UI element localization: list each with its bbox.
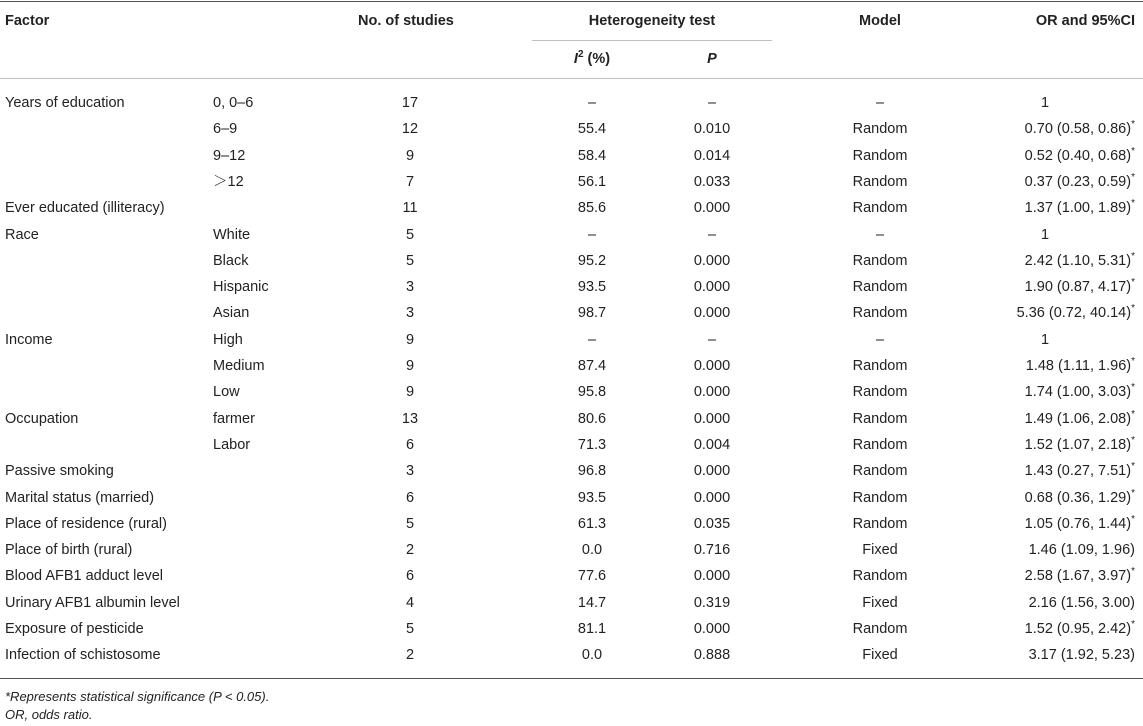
cell-i2: 98.7 [577, 305, 607, 321]
cell-studies: 13 [401, 411, 419, 427]
cell-studies: 9 [405, 332, 415, 348]
cell-or [940, 304, 1135, 322]
cell-i2: 61.3 [577, 516, 607, 532]
cell-p: 0.888 [693, 647, 731, 663]
cell-model: – [875, 227, 885, 243]
or-value: 0.70 (0.58, 0.86) [1024, 121, 1132, 137]
cell-p: 0.000 [693, 568, 731, 584]
cell-p: 0.004 [693, 437, 731, 453]
cell-p: – [707, 332, 717, 348]
header-p: P [707, 51, 717, 67]
or-value: 1 [1040, 227, 1050, 243]
cell-model: Random [852, 305, 908, 321]
cell-model: Random [852, 568, 908, 584]
significance-marker: * [1131, 409, 1135, 421]
header-heterogeneity: Heterogeneity test [588, 13, 716, 29]
cell-i2: 71.3 [577, 437, 607, 453]
cell-model: Random [852, 253, 908, 269]
cell-i2: 95.8 [577, 384, 607, 400]
or-value: 1.52 (0.95, 2.42) [1024, 621, 1132, 637]
significance-marker: * [1131, 435, 1135, 447]
or-value: 1.74 (1.00, 3.03) [1024, 384, 1132, 400]
cell-i2: 55.4 [577, 121, 607, 137]
cell-or [1000, 94, 1090, 112]
cell-model: Random [852, 174, 908, 190]
cell-factor: Exposure of pesticide [5, 621, 144, 637]
footnote-significance: *Represents statistical significance (P < 0.05). [5, 689, 270, 704]
cell-studies: 2 [405, 647, 415, 663]
cell-i2: – [587, 227, 597, 243]
header-i2: $I^2$ (%) [573, 49, 611, 67]
significance-marker: * [1131, 488, 1135, 500]
cell-factor: Race [5, 227, 39, 243]
or-value: 1.46 (1.09, 1.96) [1028, 542, 1135, 558]
cell-i2: 95.2 [577, 253, 607, 269]
cell-subgroup: Hispanic [213, 279, 269, 295]
cell-i2: 87.4 [577, 358, 607, 374]
heterogeneity-rule [532, 40, 772, 41]
cell-or [940, 147, 1135, 165]
cell-subgroup: 6–9 [213, 121, 238, 137]
cell-subgroup: ＞12 [213, 174, 244, 190]
cell-studies: 7 [405, 174, 415, 190]
or-value: 1.43 (0.27, 7.51) [1024, 463, 1132, 479]
cell-or [940, 646, 1135, 664]
or-value: 1.49 (1.06, 2.08) [1024, 411, 1132, 427]
cell-p: 0.000 [693, 463, 731, 479]
cell-p: 0.033 [693, 174, 731, 190]
cell-or [940, 278, 1135, 296]
cell-p: 0.000 [693, 411, 731, 427]
or-value: 5.36 (0.72, 40.14) [1016, 305, 1132, 321]
significance-marker: * [1131, 198, 1135, 210]
significance-marker: * [1131, 277, 1135, 289]
cell-studies: 3 [405, 305, 415, 321]
cell-subgroup: Medium [213, 358, 265, 374]
cell-factor: Place of birth (rural) [5, 542, 133, 558]
cell-factor: Passive smoking [5, 463, 114, 479]
cell-studies: 2 [405, 542, 415, 558]
significance-marker: * [1131, 566, 1135, 578]
cell-subgroup: Labor [213, 437, 251, 453]
cell-or [940, 173, 1135, 191]
table-bottom-rule [0, 678, 1143, 679]
cell-subgroup: 0, 0–6 [213, 95, 254, 111]
cell-model: – [875, 332, 885, 348]
cell-subgroup: High [213, 332, 243, 348]
cell-i2: 0.0 [581, 647, 603, 663]
significance-marker: * [1131, 146, 1135, 158]
cell-model: Random [852, 279, 908, 295]
cell-p: 0.000 [693, 200, 731, 216]
cell-model: Random [852, 463, 908, 479]
cell-model: Fixed [862, 542, 898, 558]
cell-or [940, 120, 1135, 138]
cell-model: Random [852, 621, 908, 637]
cell-p: 0.000 [693, 279, 731, 295]
cell-studies: 5 [405, 621, 415, 637]
cell-p: 0.000 [693, 490, 731, 506]
cell-studies: 9 [405, 358, 415, 374]
header-or: OR and 95%CI [1035, 13, 1135, 29]
cell-model: Random [852, 437, 908, 453]
significance-marker: * [1131, 119, 1135, 131]
cell-p: 0.000 [693, 253, 731, 269]
or-value: 2.16 (1.56, 3.00) [1028, 595, 1135, 611]
table-top-rule [0, 1, 1143, 2]
cell-or [940, 252, 1135, 270]
or-value: 0.68 (0.36, 1.29) [1024, 490, 1132, 506]
significance-marker: * [1131, 303, 1135, 315]
cell-p: 0.000 [693, 384, 731, 400]
cell-studies: 3 [405, 463, 415, 479]
cell-or [940, 199, 1135, 217]
cell-subgroup: Low [213, 384, 240, 400]
cell-model: Random [852, 148, 908, 164]
or-value: 0.52 (0.40, 0.68) [1024, 148, 1132, 164]
cell-p: 0.035 [693, 516, 731, 532]
cell-i2: 93.5 [577, 490, 607, 506]
cell-subgroup: Asian [213, 305, 250, 321]
cell-subgroup: 9–12 [213, 148, 246, 164]
cell-model: – [875, 95, 885, 111]
cell-studies: 3 [405, 279, 415, 295]
significance-marker: * [1131, 461, 1135, 473]
cell-or [940, 357, 1135, 375]
cell-or [940, 620, 1135, 638]
cell-or [940, 567, 1135, 585]
cell-or [940, 383, 1135, 401]
cell-subgroup: farmer [213, 411, 255, 427]
cell-studies: 6 [405, 490, 415, 506]
cell-or [1000, 331, 1090, 349]
cell-factor: Infection of schistosome [5, 647, 161, 663]
or-value: 1.48 (1.11, 1.96) [1025, 358, 1132, 374]
cell-factor: Ever educated (illiteracy) [5, 200, 165, 216]
or-value: 1.37 (1.00, 1.89) [1024, 200, 1132, 216]
cell-i2: 14.7 [577, 595, 607, 611]
cell-or [940, 489, 1135, 507]
cell-factor: Place of residence (rural) [5, 516, 167, 532]
cell-i2: – [587, 95, 597, 111]
or-value: 3.17 (1.92, 5.23) [1028, 647, 1135, 663]
cell-or [1000, 226, 1090, 244]
or-value: 2.42 (1.10, 5.31) [1024, 253, 1132, 269]
cell-studies: 11 [402, 200, 418, 216]
header-model: Model [859, 13, 901, 29]
cell-or [940, 541, 1135, 559]
cell-or [940, 410, 1135, 428]
significance-marker: * [1131, 382, 1135, 394]
cell-i2: 0.0 [581, 542, 603, 558]
cell-studies: 17 [401, 95, 419, 111]
cell-p: 0.319 [693, 595, 731, 611]
significance-marker: * [1131, 251, 1135, 263]
or-value: 1.90 (0.87, 4.17) [1024, 279, 1132, 295]
footnote-or-abbrev: OR, odds ratio. [5, 707, 93, 722]
or-value: 1 [1040, 332, 1050, 348]
cell-model: Random [852, 200, 908, 216]
cell-or [940, 436, 1135, 454]
or-value: 1.05 (0.76, 1.44) [1024, 516, 1132, 532]
cell-p: – [707, 227, 717, 243]
cell-i2: 81.1 [577, 621, 607, 637]
header-bottom-rule [0, 78, 1143, 79]
cell-p: 0.010 [693, 121, 731, 137]
cell-factor: Blood AFB1 adduct level [5, 568, 163, 584]
cell-i2: 85.6 [577, 200, 607, 216]
cell-studies: 9 [405, 148, 415, 164]
significance-marker: * [1131, 514, 1135, 526]
cell-factor: Marital status (married) [5, 490, 155, 506]
cell-factor: Occupation [5, 411, 79, 427]
cell-i2: 58.4 [577, 148, 607, 164]
cell-studies: 6 [405, 437, 415, 453]
cell-model: Random [852, 384, 908, 400]
header-studies: No. of studies [358, 13, 454, 29]
cell-or [940, 594, 1135, 612]
cell-model: Fixed [862, 647, 898, 663]
or-value: 1 [1040, 95, 1050, 111]
header-factor: Factor [5, 13, 50, 29]
cell-p: 0.716 [693, 542, 731, 558]
cell-i2: 93.5 [577, 279, 607, 295]
significance-marker: * [1131, 356, 1135, 368]
cell-studies: 6 [405, 568, 415, 584]
cell-factor: Years of education [5, 95, 125, 111]
cell-factor: Income [5, 332, 53, 348]
cell-model: Random [852, 516, 908, 532]
cell-model: Random [852, 121, 908, 137]
cell-i2: 96.8 [577, 463, 607, 479]
cell-or [940, 462, 1135, 480]
cell-or [940, 515, 1135, 533]
cell-p: 0.014 [693, 148, 731, 164]
cell-studies: 12 [401, 121, 419, 137]
cell-i2: – [587, 332, 597, 348]
cell-factor: Urinary AFB1 albumin level [5, 595, 180, 611]
cell-p: 0.000 [693, 621, 731, 637]
cell-model: Random [852, 411, 908, 427]
cell-p: 0.000 [693, 358, 731, 374]
cell-subgroup: Black [213, 253, 249, 269]
cell-p: 0.000 [693, 305, 731, 321]
cell-studies: 5 [405, 516, 415, 532]
or-value: 1.52 (1.07, 2.18) [1024, 437, 1132, 453]
cell-subgroup: White [213, 227, 251, 243]
cell-model: Random [852, 490, 908, 506]
cell-model: Random [852, 358, 908, 374]
or-value: 0.37 (0.23, 0.59) [1024, 174, 1132, 190]
cell-i2: 80.6 [577, 411, 607, 427]
cell-studies: 5 [405, 253, 415, 269]
or-value: 2.58 (1.67, 3.97) [1024, 568, 1132, 584]
cell-studies: 9 [405, 384, 415, 400]
cell-i2: 77.6 [577, 568, 607, 584]
cell-studies: 5 [405, 227, 415, 243]
cell-i2: 56.1 [577, 174, 607, 190]
significance-marker: * [1131, 619, 1135, 631]
significance-marker: * [1131, 172, 1135, 184]
cell-studies: 4 [405, 595, 415, 611]
cell-p: – [707, 95, 717, 111]
cell-model: Fixed [862, 595, 898, 611]
